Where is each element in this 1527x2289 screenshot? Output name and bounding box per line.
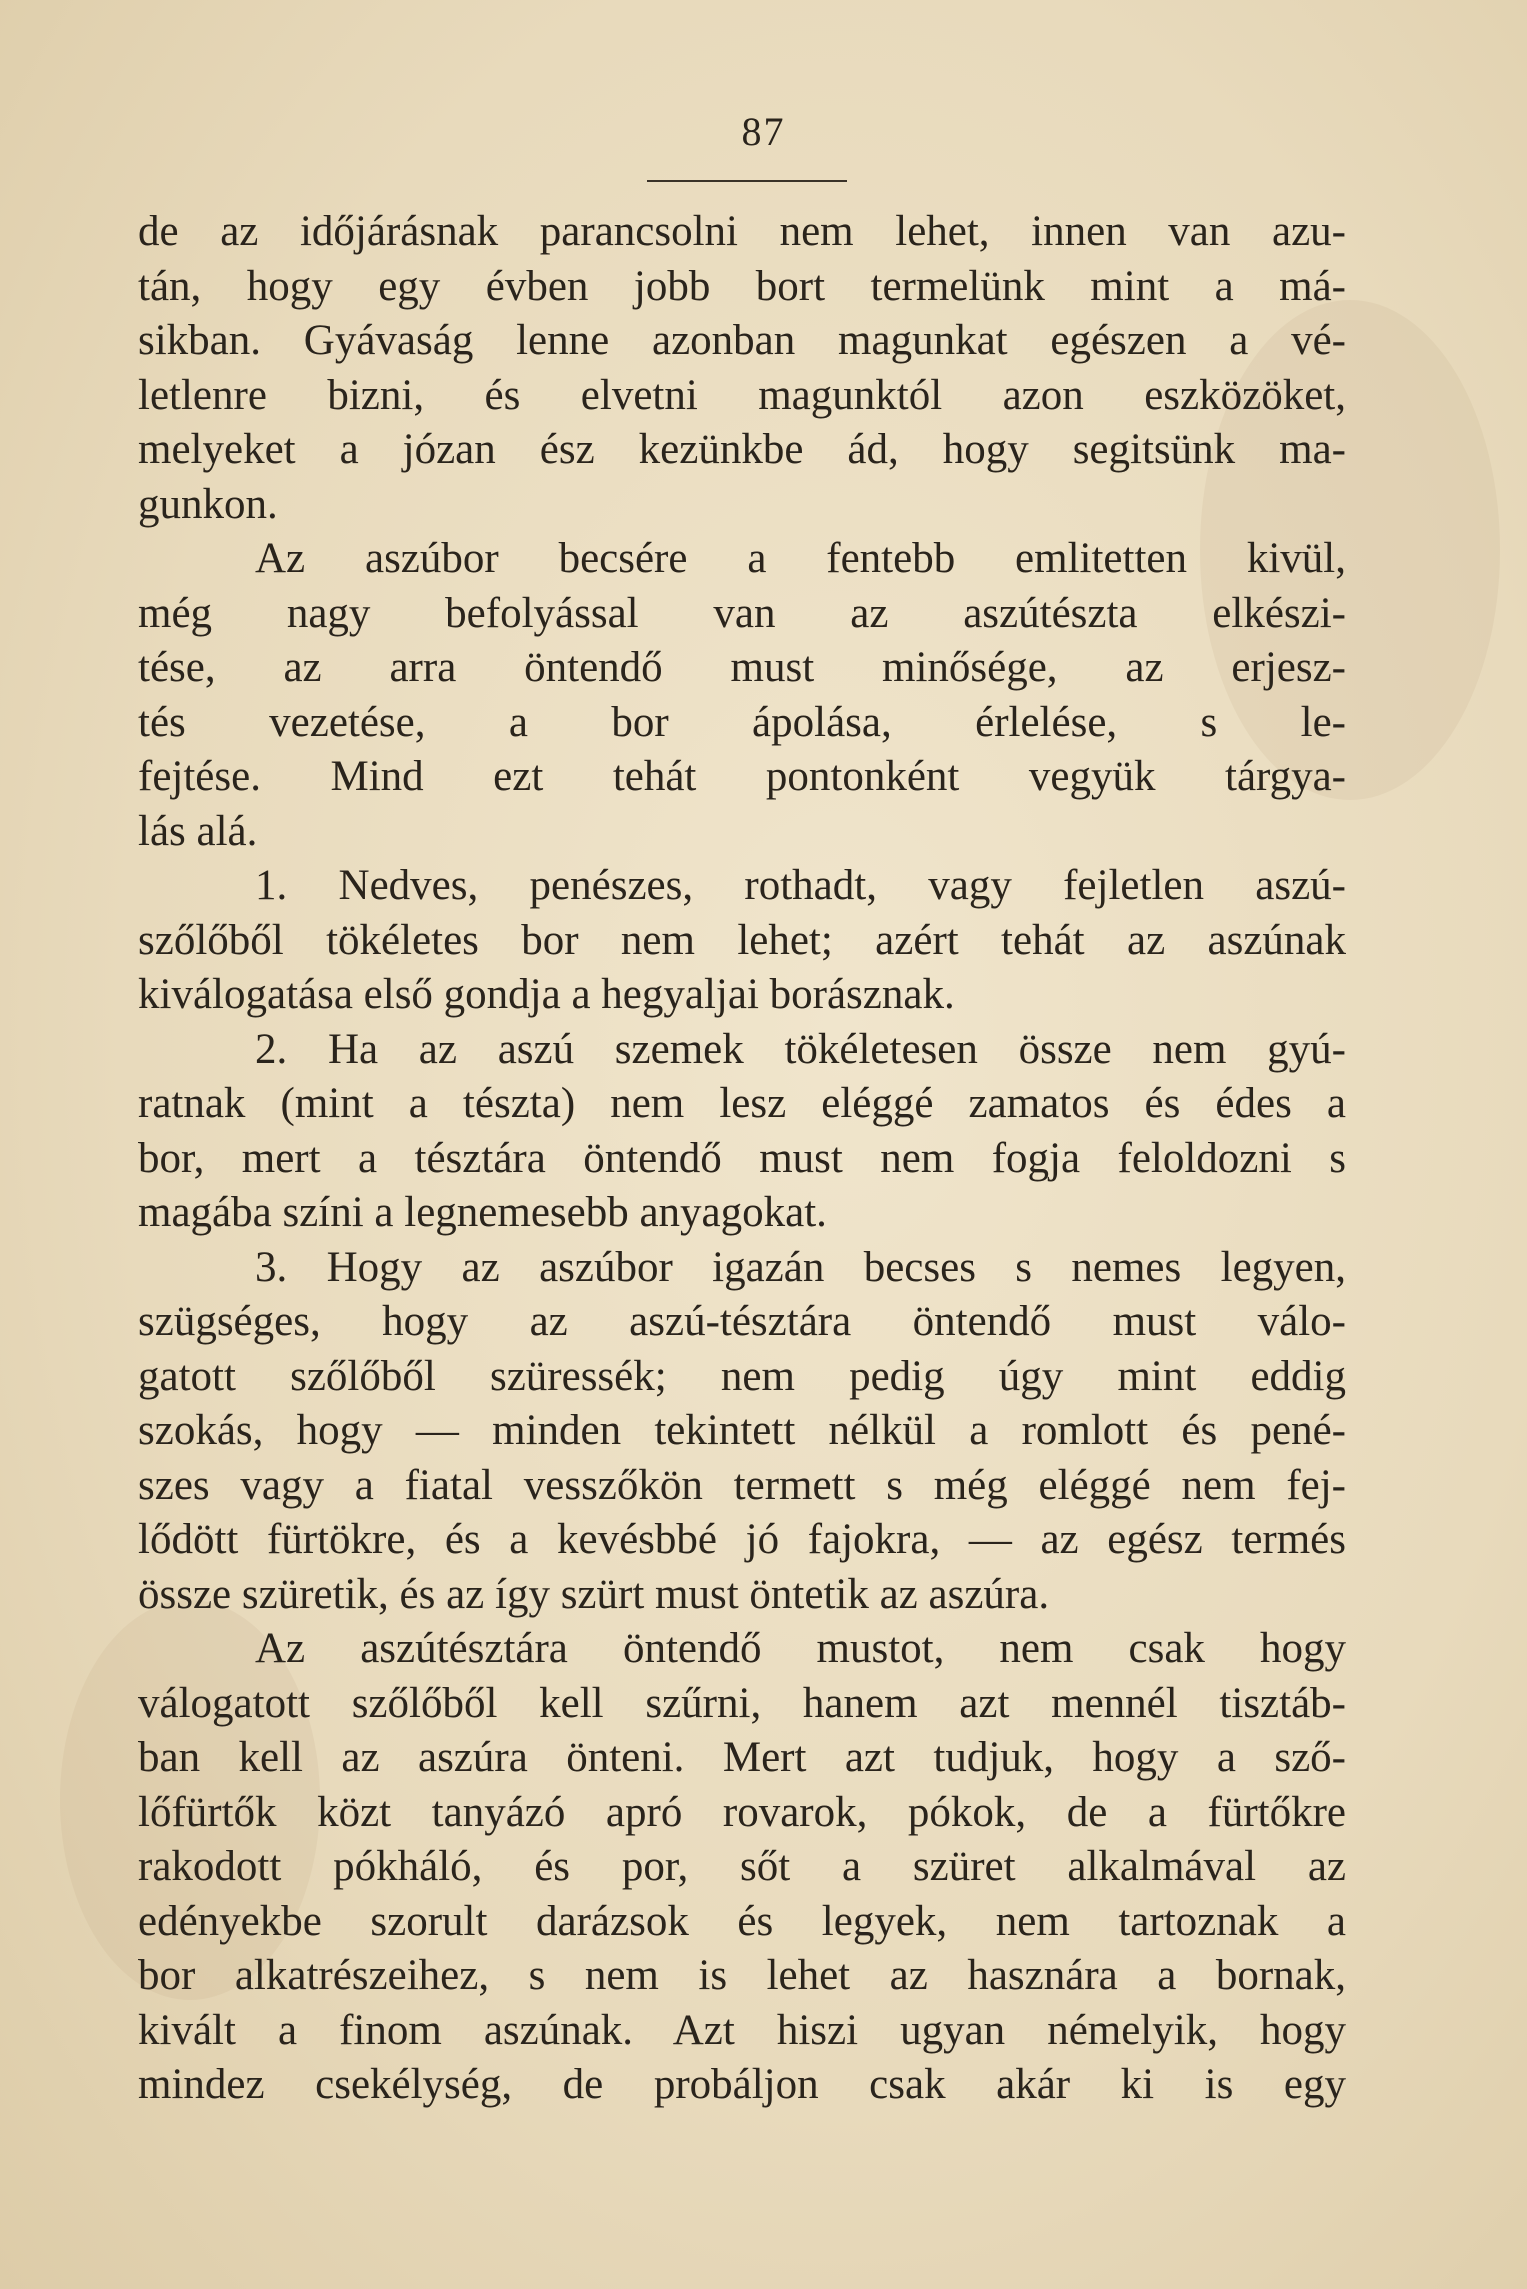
text-line: melyeket a józan ész kezünkbe ád, hogy segitsünk ma-	[138, 426, 1346, 473]
text-line: rakodott pókháló, és por, sőt a szüret alkalmával az	[138, 1843, 1346, 1890]
text-line: gatott szőlőből szüressék; nem pedig úgy mint eddig	[138, 1352, 1346, 1400]
text-line: még nagy befolyással van az aszútészta elkészi-	[138, 589, 1346, 637]
text-line: 2. Ha az aszú szemek tökéletesen össze nem gyú-	[255, 1025, 1346, 1073]
text-line: 1. Nedves, penészes, rothadt, vagy fejletlen aszú-	[255, 862, 1346, 909]
text-line: bor alkatrészeihez, s nem is lehet az hasznára a bornak,	[138, 1952, 1346, 1999]
text-line: kiválogatása első gondja a hegyaljai borásznak.	[138, 971, 955, 1018]
text-line: lődött fürtökre, és a kevésbbé jó fajokra, — az egész termés	[138, 1516, 1346, 1563]
text-line: de az időjárásnak parancsolni nem lehet, innen van azu-	[138, 208, 1346, 255]
text-line: magába színi a legnemesebb anyagokat.	[138, 1189, 827, 1236]
text-line: fejtése. Mind ezt tehát pontonként vegyük tárgya-	[138, 753, 1346, 800]
text-line: tés vezetése, a bor ápolása, érlelése, s le-	[138, 698, 1346, 746]
text-line: Az aszútésztára öntendő mustot, nem csak hogy	[255, 1625, 1346, 1672]
text-line: bor, mert a tésztára öntendő must nem fogja feloldozni s	[138, 1134, 1346, 1182]
text-line: edényekbe szorult darázsok és legyek, nem tartoznak a	[138, 1897, 1346, 1945]
text-line: szokás, hogy — minden tekintett nélkül a romlott és pené-	[138, 1407, 1346, 1454]
text-line: lőfürtők közt tanyázó apró rovarok, pókok, de a fürtőkre	[138, 1788, 1346, 1836]
text-line: gunkon.	[138, 480, 278, 528]
text-line: ban kell az aszúra önteni. Mert azt tudjuk, hogy a sző-	[138, 1734, 1346, 1781]
text-line: tése, az arra öntendő must minősége, az erjesz-	[138, 644, 1346, 691]
text-line: tán, hogy egy évben jobb bort termelünk mint a má-	[138, 262, 1346, 310]
text-line: mindez csekélység, de probáljon csak akár ki is egy	[138, 2061, 1346, 2108]
text-line: szügséges, hogy az aszú-tésztára öntendő must válo-	[138, 1298, 1346, 1345]
text-line: lás alá.	[138, 807, 258, 855]
text-line: sikban. Gyávaság lenne azonban magunkat egészen a vé-	[138, 317, 1346, 364]
text-line: ratnak (mint a tészta) nem lesz eléggé zamatos és édes a	[138, 1080, 1346, 1127]
text-line: kivált a finom aszúnak. Azt hiszi ugyan némelyik, hogy	[138, 2006, 1346, 2054]
text-line: 3. Hogy az aszúbor igazán becses s nemes legyen,	[255, 1243, 1346, 1291]
body-text	[138, 205, 1346, 2113]
header-rule	[647, 180, 847, 182]
text-line: szőlőből tökéletes bor nem lehet; azért tehát az aszúnak	[138, 916, 1346, 964]
text-line: letlenre bizni, és elvetni magunktól azon eszközöket,	[138, 371, 1346, 419]
text-line: válogatott szőlőből kell szűrni, hanem azt mennél tisztáb-	[138, 1679, 1346, 1727]
page-number: 87	[741, 109, 786, 154]
text-line: Az aszúbor becsére a fentebb emlitetten kivül,	[255, 535, 1346, 582]
text-line: szes vagy a fiatal vesszőkön termett s még eléggé nem fej-	[138, 1461, 1346, 1509]
text-line: össze szüretik, és az így szürt must öntetik az aszúra.	[138, 1570, 1050, 1618]
